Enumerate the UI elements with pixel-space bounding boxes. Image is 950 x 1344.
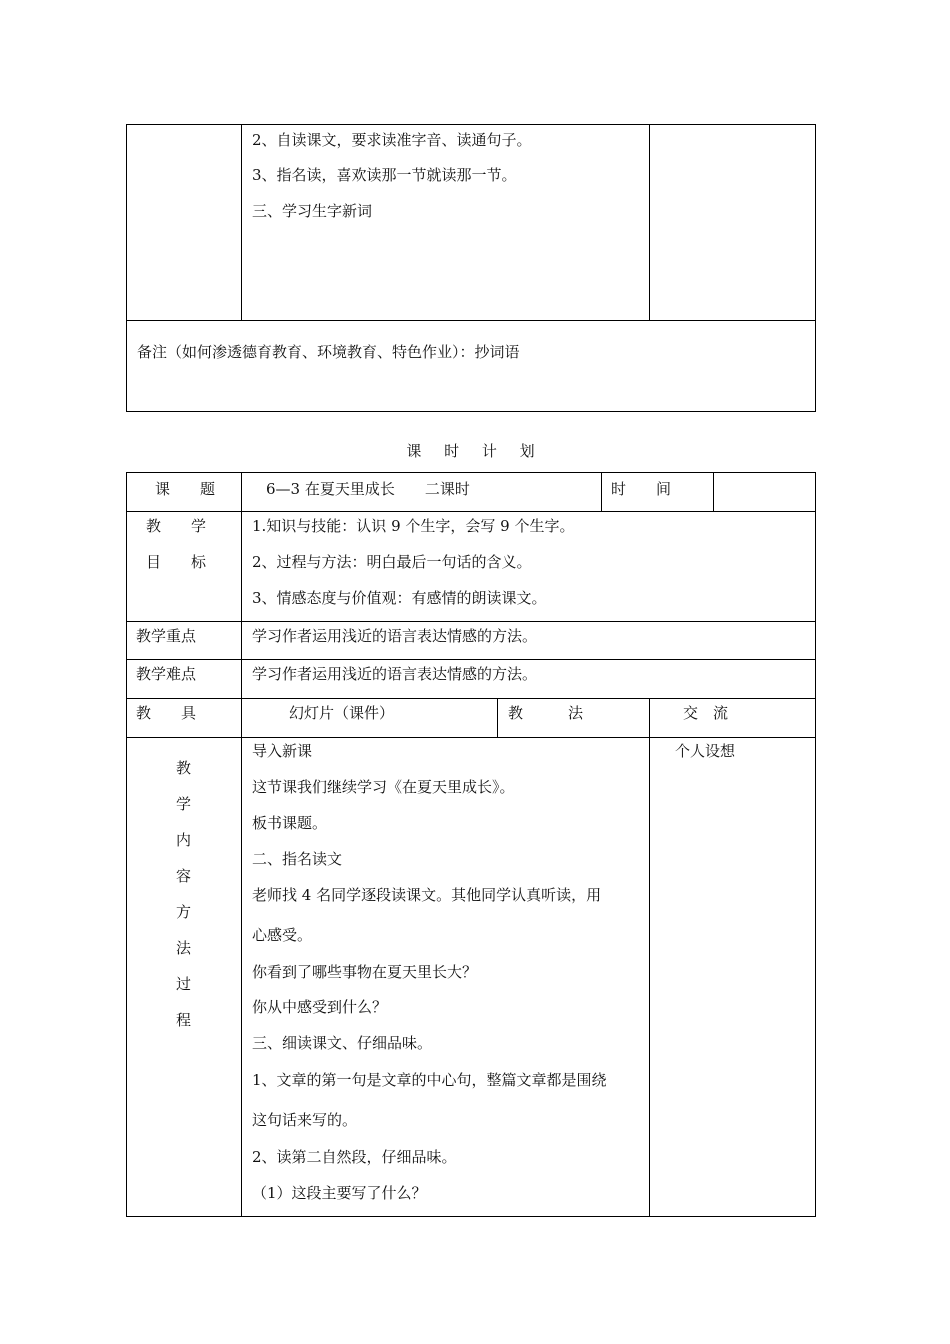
time-label: 时 间 — [611, 480, 672, 498]
col-divider — [241, 125, 242, 320]
lesson-plan-table — [126, 472, 816, 1217]
key-point-value: 学习作者运用浅近的语言表达情感的方法。 — [252, 627, 538, 645]
method-value: 交 流 — [683, 704, 729, 722]
difficulty-value: 学习作者运用浅近的语言表达情感的方法。 — [252, 665, 538, 683]
process-line: 心感受。 — [252, 926, 313, 944]
process-label-char: 法 — [176, 939, 192, 957]
col-divider — [713, 473, 714, 511]
process-label-char: 方 — [176, 903, 192, 921]
process-line: 3、指名读，喜欢读那一节就读那一节。 — [252, 166, 517, 184]
process-line: 1、文章的第一句是文章的中心句，整篇文章都是围绕 — [252, 1071, 607, 1089]
page-title: 课 时 计 划 — [406, 442, 544, 460]
col-divider — [241, 473, 242, 1216]
col-divider — [497, 698, 498, 737]
process-label-char: 过 — [176, 975, 192, 993]
process-line: 二、指名读文 — [252, 850, 343, 868]
process-label-char: 教 — [176, 759, 192, 777]
process-line: 2、读第二自然段，仔细品味。 — [252, 1148, 457, 1166]
row-divider — [127, 698, 815, 699]
process-label-char: 程 — [176, 1011, 192, 1029]
process-line: 板书课题。 — [252, 814, 328, 832]
process-line: 三、学习生字新词 — [252, 202, 373, 220]
process-line: 老师找 4 名同学逐段读课文。其他同学认真听读，用 — [252, 886, 602, 904]
key-point-label: 教学重点 — [136, 627, 197, 645]
process-line: 三、细读课文、仔细品味。 — [252, 1034, 433, 1052]
process-line: 2、自读课文，要求读准字音、读通句子。 — [252, 131, 532, 149]
personal-notes-label: 个人设想 — [675, 742, 736, 760]
col-divider — [649, 125, 650, 320]
goals-label-line2: 目 标 — [146, 553, 207, 571]
process-label-char: 学 — [176, 795, 192, 813]
row-divider — [127, 621, 815, 622]
process-line: 导入新课 — [252, 742, 313, 760]
col-divider — [649, 698, 650, 1216]
lesson-table-continued — [126, 124, 816, 412]
row-divider — [127, 737, 815, 738]
process-label-char: 内 — [176, 831, 192, 849]
row-divider — [127, 659, 815, 660]
goals-label-line1: 教 学 — [146, 517, 207, 535]
process-label-char: 容 — [176, 867, 192, 885]
process-line: 你从中感受到什么？ — [252, 998, 388, 1016]
process-line: 你看到了哪些事物在夏天里长大？ — [252, 963, 478, 981]
process-line: （1）这段主要写了什么？ — [252, 1184, 427, 1202]
method-label: 教 法 — [508, 704, 584, 722]
col-divider — [601, 473, 602, 511]
process-line: 这句话来写的。 — [252, 1111, 358, 1129]
difficulty-label: 教学难点 — [136, 665, 197, 683]
goal-item: 1.知识与技能：认识 9 个生字，会写 9 个生字。 — [252, 517, 575, 535]
goal-item: 3、情感态度与价值观：有感情的朗读课文。 — [252, 589, 547, 607]
goal-item: 2、过程与方法：明白最后一句话的含义。 — [252, 553, 532, 571]
tools-value: 幻灯片（课件） — [289, 704, 395, 722]
topic-value: 6—3 在夏天里成长 二课时 — [266, 480, 470, 498]
process-line: 这节课我们继续学习《在夏天里成长》。 — [252, 778, 515, 796]
topic-label: 课 题 — [155, 480, 216, 498]
row-divider — [127, 320, 815, 321]
tools-label: 教 具 — [136, 704, 197, 722]
remarks-note: 备注（如何渗透德育教育、环境教育、特色作业）：抄词语 — [137, 343, 520, 361]
row-divider — [127, 511, 815, 512]
